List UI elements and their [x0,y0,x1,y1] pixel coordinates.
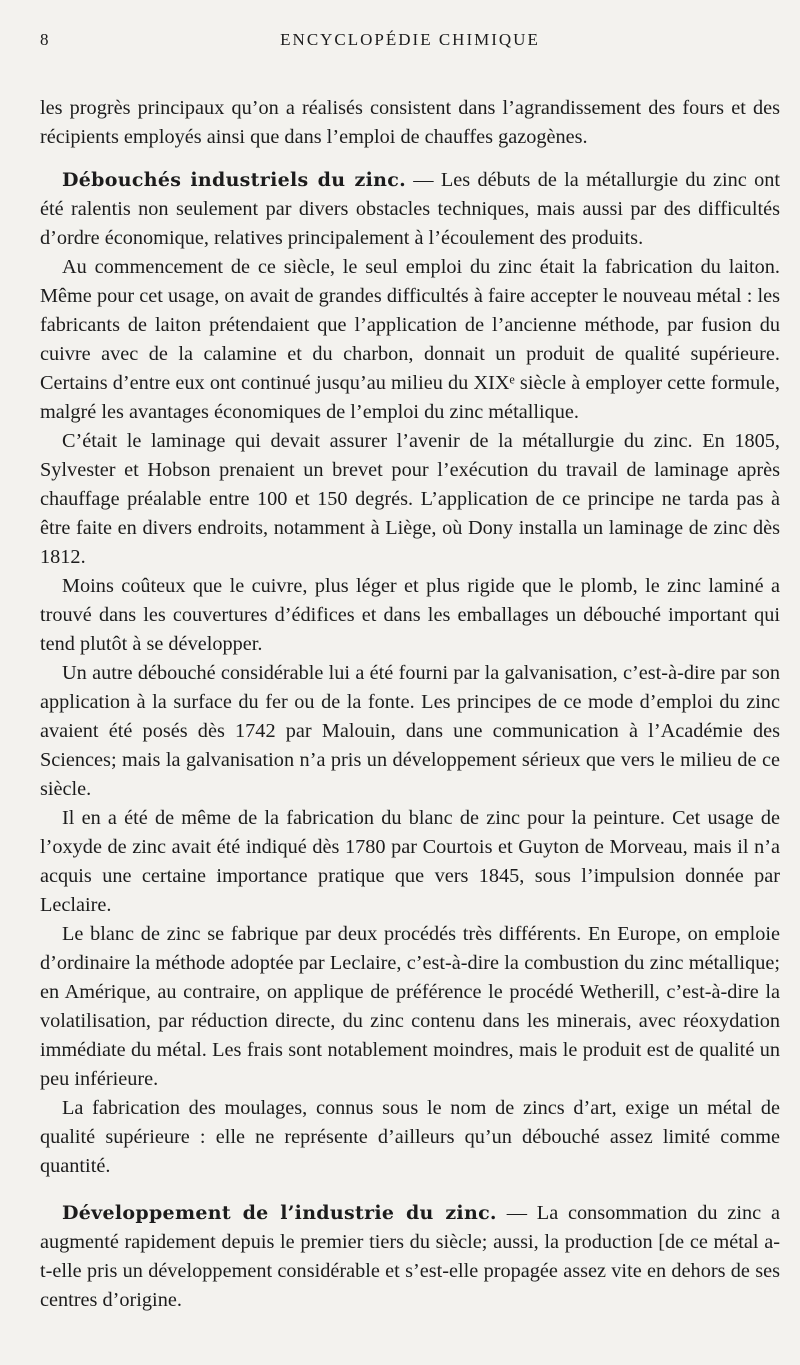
section-heading: Développement de l’industrie du zinc. [62,1202,497,1224]
paragraph-text: Au commencement de ce siècle, le seul emploi du zinc était la fabrication du laiton. Même pour cet usage, on avait de grandes difficultés à faire accepter le nouveau métal : les fabricants de laiton prétendaient que l’application de l’ancienne méthode, par fusion du cuivre avec de la calamine et du charbon, donnait un produit de qualité supérieure. Certains d’entre eux ont continué jusqu’au milieu du XIXᵉ siècle à employer cette formule, malgré les avantages économiques de l’emploi du zinc métallique. [40,256,780,423]
paragraph [40,427,780,572]
paragraph-text: les progrès principaux qu’on a réalisés consistent dans l’agrandissement des fours et des récipients employés ainsi que dans l’emploi de chauffes gazogènes. [40,97,780,148]
paragraph-text: — La consommation du zinc a augmenté rapidement depuis le premier tiers du siècle; aussi, la production [de ce métal a-t-elle pris un développement considérable et s’est-elle propagée assez vite en dehors de ses centres d’origine. [40,1202,780,1311]
page-number: 8 [40,30,51,49]
paragraph [40,1094,780,1181]
paragraph [40,94,780,152]
section-paragraph-debouches [40,166,780,253]
paragraph-text: La fabrication des moulages, connus sous le nom de zincs d’art, exige un métal de qualité supérieure : elle ne représente d’ailleurs qu’un débouché assez limité comme quantité. [40,1097,780,1177]
paragraph-text: — Les débuts de la métallurgie du zinc ont été ralentis non seulement par divers obstacles techniques, mais aussi par des difficultés d’ordre économique, relatives principalement à l’écoulement des produits. [40,169,780,249]
paragraph [40,804,780,920]
paragraph [40,920,780,1094]
page-header [40,30,780,54]
paragraph [40,253,780,427]
paragraph-text: Un autre débouché considérable lui a été fourni par la galvanisation, c’est-à-dire par son application à la surface du fer ou de la fonte. Les principes de ce mode d’emploi du zinc avaient été posés dès 1742 par Malouin, dans une communication à l’Académie des Sciences; mais la galvanisation n’a pris un développement sérieux que vers le milieu de ce siècle. [40,662,780,800]
book-page [40,30,780,1315]
paragraph-text: Moins coûteux que le cuivre, plus léger et plus rigide que le plomb, le zinc laminé a trouvé dans les couvertures d’édifices et dans les emballages un débouché important qui tend plutôt à se développer. [40,575,780,655]
section-paragraph-developpement [40,1199,780,1315]
body-text [40,94,780,1315]
paragraph [40,572,780,659]
paragraph-text: Le blanc de zinc se fabrique par deux procédés très différents. En Europe, on emploie d’ordinaire la méthode adoptée par Leclaire, c’est-à-dire la combustion du zinc métallique; en Amérique, au contraire, on applique de préférence le procédé Wetherill, c’est-à-dire la volatilisation, par réduction directe, du zinc contenu dans les minerais, avec réoxydation immédiate du métal. Les frais sont notablement moindres, mais le produit est de qualité un peu inférieure. [40,923,780,1090]
paragraph [40,659,780,804]
paragraph-text: Il en a été de même de la fabrication du blanc de zinc pour la peinture. Cet usage de l’oxyde de zinc avait été indiqué dès 1780 par Courtois et Guyton de Morveau, mais il n’a acquis une certaine importance pratique que vers 1845, sous l’impulsion donnée par Leclaire. [40,807,780,916]
running-title: ENCYCLOPÉDIE CHIMIQUE [280,30,540,49]
paragraph-text: C’était le laminage qui devait assurer l’avenir de la métallurgie du zinc. En 1805, Sylvester et Hobson prenaient un brevet pour l’exécution du travail de laminage après chauffage préalable entre 100 et 150 degrés. L’application de ce principe ne tarda pas à être faite en divers endroits, notamment à Liège, où Dony installa un laminage de zinc dès 1812. [40,430,780,568]
section-heading: Débouchés industriels du zinc. [62,169,406,191]
